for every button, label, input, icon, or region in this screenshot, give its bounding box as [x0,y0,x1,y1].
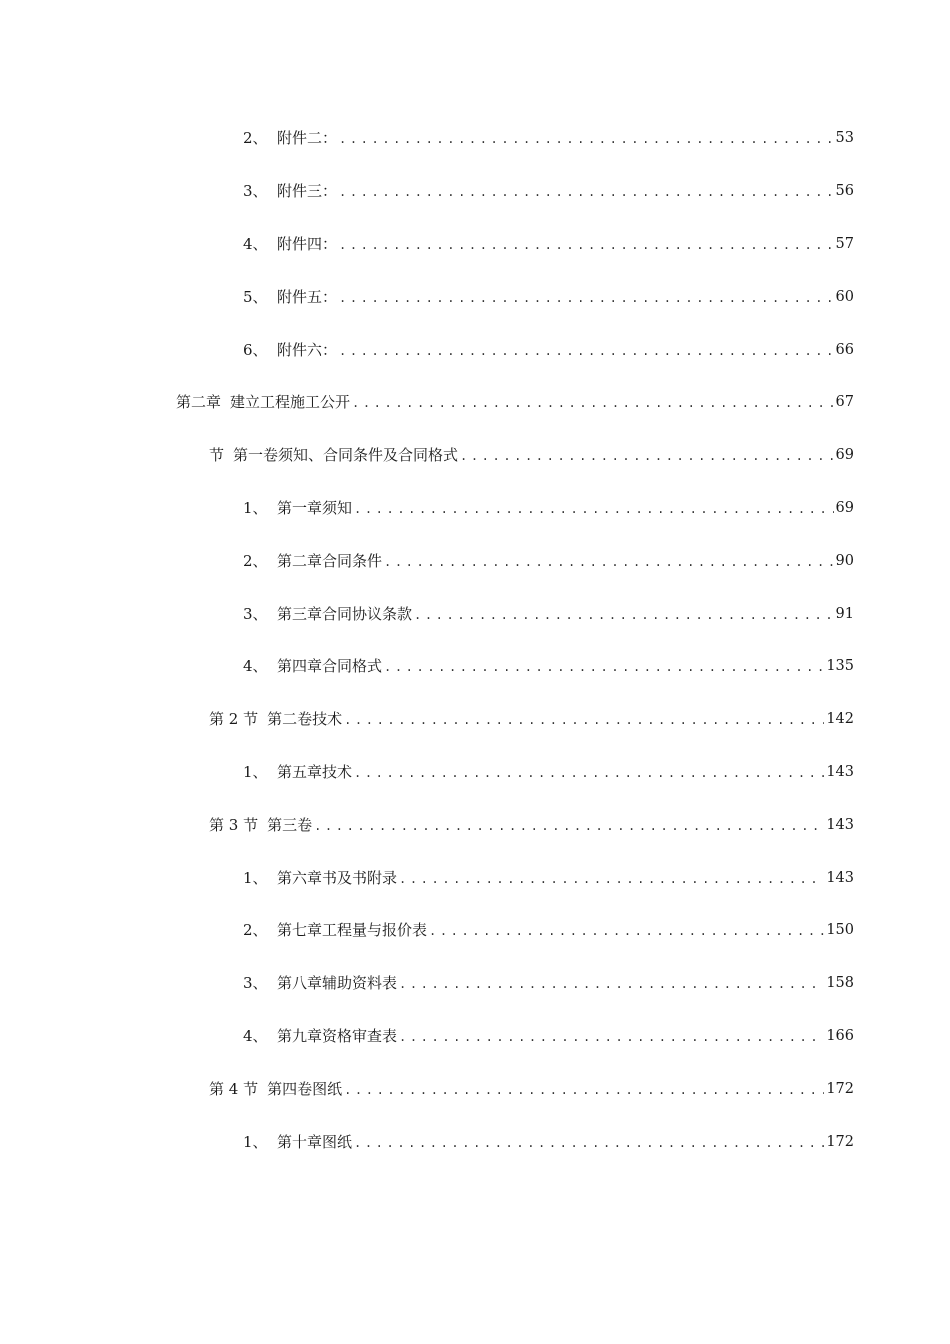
toc-entry-title: 第十章图纸 [277,1132,353,1151]
toc-entry-page-number: 172 [826,1080,854,1097]
toc-entry-title: 第三章合同协议条款 [277,604,413,623]
toc-entry-page-number: 172 [826,1133,854,1150]
toc-entry-page-number: 67 [835,394,854,411]
toc-entry-title: 第九章资格审查表 [277,1026,398,1045]
toc-entry-title: 第一章须知 [277,498,353,517]
toc-entry[interactable] [0,798,950,851]
toc-entry-page-number: 56 [835,183,854,200]
dot-leader [344,710,824,730]
toc-entry-title: 附件三： [277,182,338,201]
toc-entry-number: 1、 [243,1132,268,1151]
toc-entry-title: 附件四： [277,234,338,253]
toc-entry-title: 第八章辅助资料表 [277,974,398,993]
toc-entry-number: 第 3 节 [209,815,259,834]
toc-entry-title: 第四卷图纸 [267,1079,343,1098]
dot-leader [399,869,824,889]
toc-entry-number: 2、 [243,129,268,148]
dot-leader [352,393,834,413]
toc-entry-number: 6、 [243,340,268,359]
toc-entry[interactable] [0,1115,950,1168]
toc-entry-title: 第一卷须知、合同条件及合同格式 [233,446,459,465]
toc-entry-title: 第五章技术 [277,762,353,781]
dot-leader [384,657,824,677]
toc-entry-number: 1、 [243,762,268,781]
toc-entry-page-number: 91 [835,605,854,622]
toc-entry-number: 5、 [243,287,268,306]
dot-leader [354,1133,824,1153]
toc-entry-number: 1、 [243,498,268,517]
toc-entry-number: 3、 [243,604,268,623]
toc-entry[interactable] [0,851,950,904]
toc-entry[interactable] [0,534,950,587]
toc-entry-number: 第二章 [176,393,222,412]
toc-entry-page-number: 69 [835,499,854,516]
toc-entry-title: 第六章书及书附录 [277,868,398,887]
toc-entry-title: 第二章合同条件 [277,551,383,570]
toc-entry-page-number: 135 [826,658,854,675]
toc-entry[interactable] [0,904,950,957]
toc-entry-number: 4、 [243,234,268,253]
toc-entry-page-number: 143 [826,869,854,886]
toc-entry[interactable] [0,746,950,799]
toc-entry-page-number: 150 [826,922,854,939]
dot-leader [460,446,834,466]
toc-entry-title: 第四章合同格式 [277,657,383,676]
toc-entry[interactable] [0,640,950,693]
dot-leader [414,605,834,625]
toc-entry[interactable] [0,693,950,746]
toc-entry[interactable] [0,587,950,640]
toc-entry-number: 3、 [243,182,268,201]
toc-entry-page-number: 57 [835,235,854,252]
toc-entry-page-number: 90 [835,552,854,569]
toc-entry-title: 附件五： [277,287,338,306]
toc-entry-title: 附件二： [277,129,338,148]
toc-entry-page-number: 69 [835,447,854,464]
dot-leader [339,288,834,308]
toc-entry[interactable] [0,376,950,429]
toc-entry-page-number: 60 [835,288,854,305]
toc-entry-number: 2、 [243,921,268,940]
dot-leader [429,921,824,941]
toc-entry-title: 建立工程施工公开 [230,393,351,412]
toc-entry[interactable] [0,165,950,218]
toc-entry-number: 4、 [243,1026,268,1045]
toc-entry-page-number: 66 [835,341,854,358]
toc-entry-page-number: 143 [826,816,854,833]
toc-entry-page-number: 158 [826,975,854,992]
toc-entry-title: 第二卷技术 [267,710,343,729]
dot-leader [399,974,824,994]
toc-entry-number: 第 2 节 [209,710,259,729]
toc-entry-page-number: 166 [826,1027,854,1044]
toc-entry-title: 附件六： [277,340,338,359]
dot-leader [339,129,834,149]
dot-leader [339,235,834,255]
toc-entry-number: 第 4 节 [209,1079,259,1098]
toc-entry-number: 2、 [243,551,268,570]
toc-entry-number: 4、 [243,657,268,676]
toc-entry[interactable] [0,112,950,165]
toc-entry-page-number: 143 [826,763,854,780]
toc-entry[interactable] [0,482,950,535]
toc-entry[interactable] [0,323,950,376]
dot-leader [339,182,834,202]
toc-entry-number: 1、 [243,868,268,887]
dot-leader [314,816,824,836]
toc-entry[interactable] [0,429,950,482]
toc-entry[interactable] [0,270,950,323]
toc-entry-number: 节 [209,446,225,465]
dot-leader [344,1080,824,1100]
toc-entry-page-number: 142 [826,711,854,728]
toc-entry[interactable] [0,1062,950,1115]
dot-leader [339,341,834,361]
toc-entry[interactable] [0,218,950,271]
dot-leader [399,1027,824,1047]
toc-entry-page-number: 53 [835,130,854,147]
toc-entry-title: 第七章工程量与报价表 [277,921,428,940]
dot-leader [354,763,824,783]
toc-entry[interactable] [0,1010,950,1063]
toc-entry-number: 3、 [243,974,268,993]
table-of-contents [0,112,950,1168]
dot-leader [354,499,834,519]
dot-leader [384,552,834,572]
toc-entry-title: 第三卷 [267,815,313,834]
toc-entry[interactable] [0,957,950,1010]
